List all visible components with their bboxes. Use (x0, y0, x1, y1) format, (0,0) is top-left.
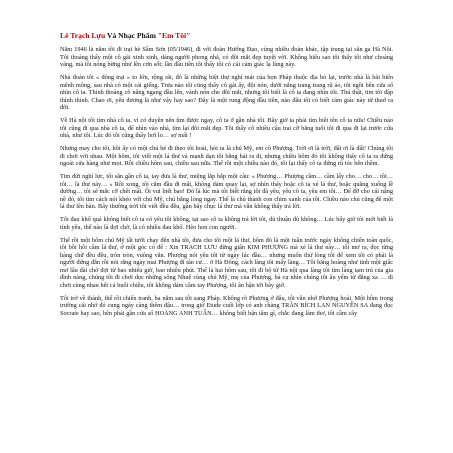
paragraph: Nhưng may cho tôi, hồi ấy có một chú bé đi theo tôi hoài, hỏi ra là chú Mỹ, em cô Phượng. Trời ơi là trời, đất ơi là đất! Chúng tôi đi chơi với nhau. Một hôm, tôi viết một lá thư và mạnh dạn tôi bằng hải ra đi, nhưng chiều hôm đó tôi không thấy cô ta ra đứng ngoài cửa hàng như mọi. Rồi chiều hôm sau, chiều sau nữa. Thế rồi một chiều nào đó, tôi lại thấy cô ta đứng rũ tóc bên thềm. (60, 145, 393, 167)
title-author: Lê Trạch Lựu (60, 31, 106, 40)
paragraph: Thế rồi một hôm chú Mỹ tất tưởi chạy đến nhà tôi, đưa cho tôi một lá thư, hôm đó là một tuần trước ngày không chiến toàn quốc, tôi bồi hồi cầm lá thư, ở một góc có để : Xin TRẠCH LƯU đừng giận KIM PHƯỢNG mà xé lá thư này… tôi mơ ra, đọc từng hàng chữ đều đều, tròn tròn, vuông vắn. Phượng nói yêu tôi từ ngày lúc đầu… nhưng muốn thử lòng tôi để xem tôi có phải là người đứng đắn rồi nói rằng ngày mai Phượng đi tản cư… ở Hà Đông, cách làng tôi mấy làng… Tôi băng hoàng như tỉnh một giấc mơ lâu dài chờ đợi từ bao nhiêu giờ, bao nhiêu phút. Thế là hai hôm sau, tôi đi bộ từ Hà nội qua làng tôi tìm làng tạm trú của gia đình nàng, chúng tôi đi chơi dọc những sông Nhuệ cùng chú Mỹ, mẹ của Phượng, bà cụ nhìn chúng tôi âu yếm từ đằng xa … đi chơi cùng nhau hết cả buổi chiều, tôi không dám cầm tay Phượng, tôi ân hận tới bây giờ. (60, 236, 393, 289)
paragraph: Tôi đau khổ quá không biết cô ta có yêu tôi không, tại sao cô ta không trả lời tôi, dù thuận dù không… Lúc bấy giờ tôi mới biết là tình yêu, thế nào là đợi chờ, là có nhiều đau khổ. Hèo hon con người. (60, 216, 393, 231)
paragraph: Năm 1946 là năm tôi đi trại hè Sầm Sơn (05/1946), đi với đoàn Hướng Đạo, cùng nhiều đoàn khác, tập trung tại sân ga Hà Nội. Tôi thoáng thấy một cô gái xinh xinh, dáng người phong nhã, có đôi mắt đẹp tuyệt vời. Không hiểu sao tôi thấy tôi như choáng váng, mà tôi nóng bừng như lên cơn sốt; lần đầu tiên tôi thấy tôi có cái cảm giác lạ lùng này. (60, 46, 393, 68)
paragraph: Nhà đoàn tôi « đóng trại » to lớn, rộng rãi, đó là những biệt thự nghỉ mát của bọn Pháp thuộc địa bỏ lại, trước nhà là bãi biển mênh mông, sau nhà có một cái giếng. Trưa nào tôi cũng thấy cô gái ấy, đội nón, dưới nắng trang trang rũ áo, tôi ngồi bên cửa sổ nhìn cô ta. Thỉnh thoảng cô nâng ngang đầu lên, vành nón che đôi mắt, nhưng tôi biết là cô ta đang nhìn tôi. Thú thật, tim tôi đập thình thình. Chao ơi, yêu đương là như vậy hay sao? Đây là một rung động đầu tiên, nào đâu tôi có biết cảm giác này từ thuở ra đời. (60, 74, 393, 111)
paragraph: Về Hà nội tôi tìm nhà cô ta, vì có duyên nên tìm được ngay, cô ta ở gần nhà tôi. Bây giờ ta phải tìm biết tên cô ta nữa! Chiều nào tôi cũng đi qua nhà cô ta, để nhìn vào nhà, tìm lại đôi mắt đẹp. Tôi thấy cô nhiều cậu trai cỡ bằng tuổi tôi đi qua đi lại trước cửa nhà, như tôi. Lúc đó tôi cũng thấy hơi lo… sợ mất ! (60, 117, 393, 139)
title-connector: Và Nhạc Phẩm (105, 31, 158, 40)
document-page (60, 31, 393, 445)
title-work: "Em Tôi" (157, 31, 191, 40)
paragraph: Tôi trở về thành, thế rồi chiến tranh, ba năm sau tôi sang Pháp. Không rõ Phượng ở đâu, tôi vẫn nhớ Phượng hoài. Một hôm trong trường cái nhớ đó cung ngày càng thêm đậu… trong giờ Etude cuối lớp có anh chàng TRẦN BÍCH LAN NGUYỄN SA đang đọc Socrate hay sao, bên phải gần cửa sổ HOÀNG ANH TUẤN… không biết bận tâm gì, chắc đang làm thơ, tôi cầm cây (60, 294, 393, 317)
paragraph: Tim đứt nghỉ lực, tôi săn gần cô ta, tay đưa lá thư, miệng lắp bắp một câu: « Phượng… Phượng cầm… cầm lấy cho… cho… tôi… tôi… là thư này… » Rồi xong, tôi cắm đầu đi mất, không dám quay lại, sợ nhìn thấy hoặc cô ta xé lá thư, hoặc quăng xuống lề đường… tôi sẽ mắc cỡ chết mất. Ôi vui biết bao! Đó là lúc mà tôi biết rằng tôi đã yêu, yêu cô ta, yêu em tôi… Để đỡ cho cái nặng nề đó, tôi tìm cách nói khéo với chú Mỹ, chú bằng lòng ngay. Thế là chú thành con chim xanh của tôi. Chiều nào chú cũng để một lá thư lên bàn. Bây thường trời tôi viết đều đều, gần bây chục lá thư mà vẫn không thấy trả lời. (60, 173, 393, 210)
document-title (60, 31, 393, 40)
